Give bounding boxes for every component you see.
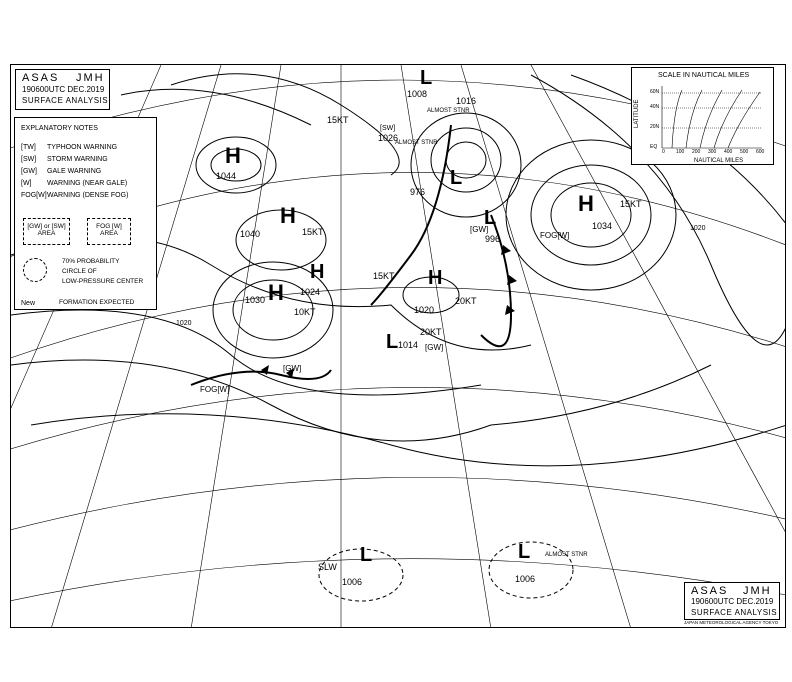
legend-code: [SW] xyxy=(21,156,37,163)
agency-code: ASAS xyxy=(691,585,729,597)
isobar-label: 1020 xyxy=(176,320,192,327)
legend-title: EXPLANATORY NOTES xyxy=(21,125,98,132)
speed-label: SLW xyxy=(318,562,337,572)
warning-label: [GW] xyxy=(470,225,489,234)
lat-tick: 60N xyxy=(650,89,660,95)
probability-text: LOW-PRESSURE CENTER xyxy=(62,278,144,285)
high-marker: H xyxy=(268,280,284,305)
pressure-label: 1024 xyxy=(300,287,321,297)
pressure-label: 1044 xyxy=(216,171,237,181)
lat-tick: 40N xyxy=(650,104,660,110)
probability-text: CIRCLE OF xyxy=(62,268,97,275)
warning-label: [SW] xyxy=(380,125,396,132)
legend-label: WARNING (NEAR GALE) xyxy=(47,180,128,187)
new-label: New xyxy=(21,300,36,307)
speed-label: 20KT xyxy=(455,296,477,306)
agency-name: JMH xyxy=(76,72,105,84)
x-axis-label: NAUTICAL MILES xyxy=(694,158,744,164)
low-marker: L xyxy=(420,67,433,89)
pressure-label: 1030 xyxy=(245,295,266,305)
high-marker: H xyxy=(280,203,296,228)
gale-area-sample xyxy=(23,218,70,245)
chart-name: SURFACE ANALYSIS xyxy=(22,96,109,105)
pressure-label: 1008 xyxy=(407,89,428,99)
speed-label: 15KT xyxy=(327,115,349,125)
motion-label: ALMOST STNR xyxy=(545,552,588,558)
motion-label: ALMOST STNR xyxy=(427,108,470,114)
legend-label: WARNING (DENSE FOG) xyxy=(47,192,129,199)
lat-tick: 20N xyxy=(650,124,660,130)
scale-box xyxy=(631,67,774,165)
low-marker: L xyxy=(518,541,531,563)
legend-label: STORM WARNING xyxy=(47,156,108,163)
x-tick: 100 xyxy=(676,149,685,155)
high-marker: H xyxy=(428,267,443,289)
speed-label: 10KT xyxy=(294,307,316,317)
pressure-label: 1034 xyxy=(592,221,613,231)
agency-credit: JAPAN METEOROLOGICAL AGENCY TOKYO xyxy=(684,620,779,625)
chart-name: SURFACE ANALYSIS xyxy=(691,608,778,617)
x-tick: 200 xyxy=(692,149,701,155)
x-tick: 0 xyxy=(662,149,665,155)
legend-box xyxy=(14,117,157,310)
area-sample-title: [GW] or [SW] xyxy=(27,223,66,230)
legend-row xyxy=(21,180,127,187)
high-marker: H xyxy=(578,191,594,216)
new-text: FORMATION EXPECTED xyxy=(59,299,135,306)
isobar-label: 1020 xyxy=(690,225,706,232)
pressure-label: 1006 xyxy=(515,574,536,584)
x-tick: 400 xyxy=(724,149,733,155)
warning-label: [GW] xyxy=(425,343,444,352)
speed-label: 15KT xyxy=(620,199,642,209)
speed-label: 15KT xyxy=(373,271,395,281)
low-marker: L xyxy=(360,544,373,566)
speed-label: 20KT xyxy=(420,327,442,337)
legend-code: [W] xyxy=(21,180,32,187)
legend-code: [TW] xyxy=(21,144,36,151)
high-marker: H xyxy=(225,143,241,168)
high-marker: H xyxy=(310,261,325,283)
x-tick: 600 xyxy=(756,149,765,155)
area-sample-sub: AREA xyxy=(100,230,118,237)
pressure-label: 1040 xyxy=(240,229,261,239)
warning-label: FOG[W] xyxy=(200,385,230,394)
x-tick: 300 xyxy=(708,149,717,155)
area-sample-sub: AREA xyxy=(37,230,56,237)
probability-circle-sample xyxy=(23,258,47,282)
agency-name: JMH xyxy=(743,585,772,597)
legend-row xyxy=(21,144,117,151)
speed-label: 15KT xyxy=(302,227,324,237)
pressure-label: 976 xyxy=(410,187,426,197)
legend-label: TYPHOON WARNING xyxy=(47,144,118,151)
pressure-label: 996 xyxy=(485,234,501,244)
lat-tick: EQ xyxy=(650,144,658,150)
agency-code: ASAS xyxy=(22,72,60,84)
warning-label: [GW] xyxy=(283,364,302,373)
pressure-label: 1014 xyxy=(398,340,419,350)
lat-axis-label: LATITUDE xyxy=(634,99,640,128)
scale-title: SCALE IN NAUTICAL MILES xyxy=(658,72,750,79)
legend-code: [GW] xyxy=(21,168,37,175)
pressure-label: 1026 xyxy=(378,133,399,143)
fog-area-sample xyxy=(87,218,131,245)
x-tick: 500 xyxy=(740,149,749,155)
low-marker: L xyxy=(386,331,399,353)
legend-row xyxy=(21,192,128,199)
datetime: 190600UTC DEC.2019 xyxy=(22,85,105,94)
probability-text: 70% PROBABILITY xyxy=(62,258,120,265)
probability-circles xyxy=(319,542,573,601)
warning-label: FOG[W] xyxy=(540,231,570,240)
legend-row xyxy=(21,156,108,163)
legend-row xyxy=(21,168,101,175)
pressure-label: 1016 xyxy=(456,96,477,106)
legend-label: GALE WARNING xyxy=(47,168,102,175)
chart-footer xyxy=(684,582,780,620)
low-marker: L xyxy=(484,207,497,229)
chart-header xyxy=(15,69,110,110)
pressure-label: 1006 xyxy=(342,577,363,587)
scale-diagram xyxy=(632,68,775,166)
motion-label: ALMOST STNR xyxy=(395,140,438,146)
low-marker: L xyxy=(450,167,463,189)
datetime: 190600UTC DEC.2019 xyxy=(691,597,774,606)
pressure-label: 1020 xyxy=(414,305,435,315)
area-sample-title: FOG [W] xyxy=(96,223,122,230)
legend-code: FOG[W] xyxy=(21,192,47,199)
